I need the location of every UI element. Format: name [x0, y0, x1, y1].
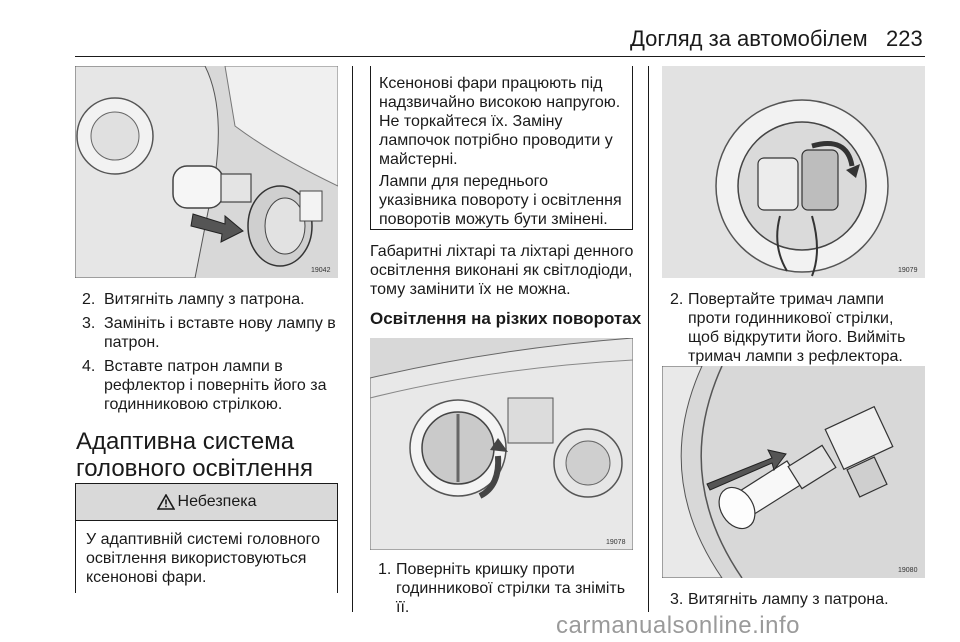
step-text-line: Замініть і вставте нову лампу в — [104, 315, 336, 332]
warning-header — [76, 484, 337, 521]
note-box — [370, 66, 633, 230]
watermark: carmanualsonline.info — [556, 612, 800, 639]
figure-id: 19079 — [898, 267, 918, 274]
step-text-line: щоб відкрутити його. Вийміть — [688, 329, 906, 346]
step-text-line: проти годинникової стрілки, — [688, 310, 894, 327]
warning-box — [75, 483, 338, 593]
step-3 — [670, 590, 932, 609]
note-text-line: надзвичайно високою напругою. — [379, 94, 621, 111]
note-text-line: Лампи для переднього — [379, 173, 549, 190]
subsection-heading: Освітлення на різких поворотах — [370, 309, 642, 328]
note-text-line: поворотів можуть бути змінені. — [379, 211, 608, 228]
section-heading: головного освітлення — [76, 455, 314, 482]
step-text-line: Поверніть кришку проти — [396, 561, 575, 578]
step-number: 4. — [82, 358, 96, 375]
column-divider — [352, 66, 353, 612]
note-text-line: Ксенонові фари працюють під — [379, 75, 603, 92]
step-4 — [82, 357, 344, 414]
section-heading: Адаптивна система — [76, 428, 295, 455]
page-number: 223 — [886, 26, 923, 51]
step-number: 3. — [670, 591, 684, 608]
step-number: 2. — [670, 291, 684, 308]
figure-cornering-light-cover — [370, 338, 633, 550]
step-text-line: годинниковою стрілкою. — [104, 396, 283, 413]
step-text-line: рефлектор і поверніть його за — [104, 377, 327, 394]
body-text-line: Габаритні ліхтарі та ліхтарі денного — [370, 243, 634, 260]
step-text-line: Вставте патрон лампи в — [104, 358, 283, 375]
figure-id: 19078 — [606, 539, 626, 546]
step-number: 3. — [82, 315, 96, 332]
step-2 — [670, 290, 932, 366]
body-text-line: тому замінити їх не можна. — [370, 281, 571, 298]
note-text-line: Не торкайтеся їх. Заміну — [379, 113, 563, 130]
figure-bulb-removal — [662, 366, 925, 578]
page-header-title: Догляд за автомобілем — [630, 26, 868, 51]
warning-text-line: ксенонові фари. — [86, 569, 207, 586]
header-rule — [75, 56, 925, 57]
note-text-line: указівника повороту і освітлення — [379, 192, 622, 209]
figure-lamp-holder — [662, 66, 925, 278]
step-text-line: годинникової стрілки та зніміть — [396, 580, 626, 597]
figure-id: 19080 — [898, 567, 918, 574]
step-3 — [82, 314, 344, 352]
note-text-line: майстерні. — [379, 151, 458, 168]
note-text-line: лампочок потрібно проводити у — [379, 132, 613, 149]
step-text: Витягніть лампу з патрона. — [104, 291, 305, 308]
warning-text-line: У адаптивній системі головного — [86, 531, 320, 548]
step-number: 2. — [82, 291, 96, 308]
figure-bulb-socket — [75, 66, 338, 278]
step-text: Витягніть лампу з патрона. — [688, 591, 889, 608]
step-2 — [82, 290, 344, 309]
step-1 — [378, 560, 640, 617]
step-text-line: Повертайте тримач лампи — [688, 291, 884, 308]
warning-title: Небезпека — [177, 493, 257, 510]
step-number: 1. — [378, 561, 392, 578]
warning-text-line: освітлення використовуються — [86, 550, 307, 567]
warning-triangle-icon — [157, 494, 175, 510]
figure-id: 19042 — [311, 267, 331, 274]
body-text-line: освітлення виконані як світлодіоди, — [370, 262, 633, 279]
step-text-line: тримач лампи з рефлектора. — [688, 348, 903, 365]
step-text-line: патрон. — [104, 334, 160, 351]
column-divider — [648, 66, 649, 612]
step-text-line: її. — [396, 599, 410, 616]
